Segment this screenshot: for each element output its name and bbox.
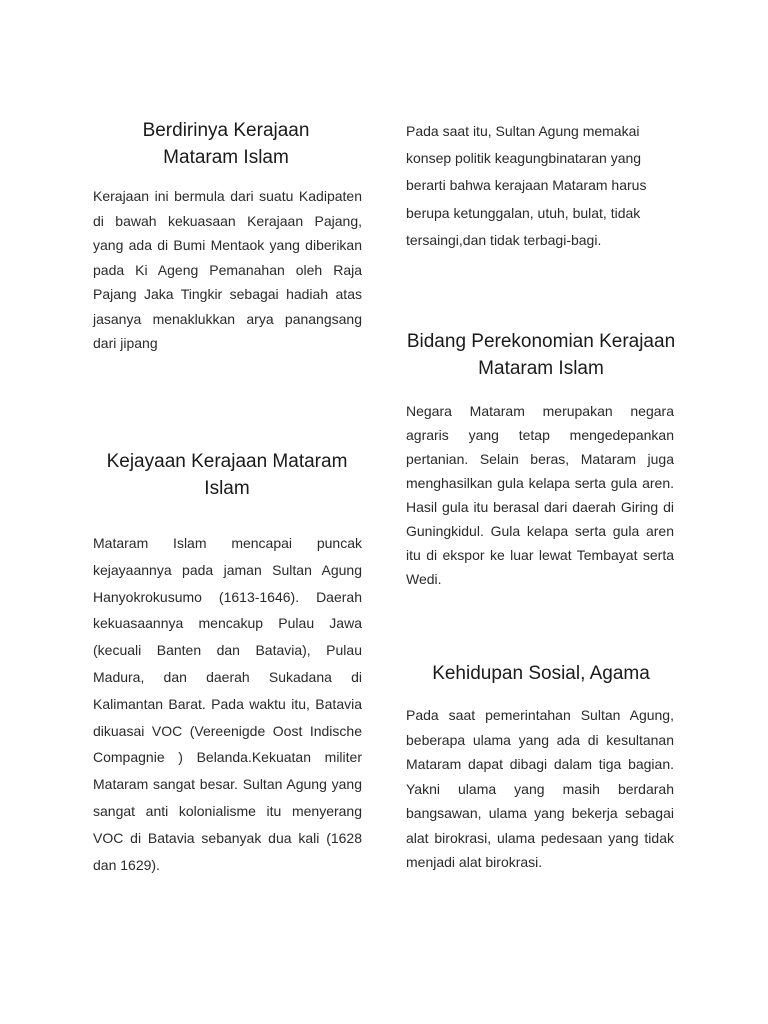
heading-kejayaan: Kejayaan Kerajaan Mataram Islam xyxy=(106,451,348,499)
heading-perekonomian: Bidang Perekonomian Kerajaan Mataram Islam xyxy=(406,331,676,379)
paragraph-perekonomian: Negara Mataram merupakan negara agraris yang tetap mengedepankan pertanian. Selain beras, Mataram juga menghasilkan gula kelapa serta gula aren. Hasil gula itu berasal dari daerah Giring di Guningkidul. Gula kelapa serta gula aren itu di ekspor ke luar lewat Tembayat serta Wedi. xyxy=(406,403,674,587)
heading-sosial-agama: Kehidupan Sosial, Agama xyxy=(432,663,650,684)
paragraph-kejayaan: Mataram Islam mencapai puncak kejayaannya pada jaman Sultan Agung Hanyokrokusumo (1613-1646). Daerah kekuasaannya mencakup Pulau Jawa (kecuali Banten dan Batavia), Pulau Madura, dan daerah Sukadana di Kalimantan Barat. Pada waktu itu, Batavia dikuasai VOC (Vereenigde Oost Indische Compagnie ) Belanda.Kekuatan militer Mataram sangat besar. Sultan Agung yang sangat anti kolonialisme itu menyerang VOC di Batavia sebanyak dua kali (1628 dan 1629). xyxy=(93,535,362,873)
paragraph-sosial-agama: Pada saat pemerintahan Sultan Agung, beberapa ulama yang ada di kesultanan Mataram dapat dibagi dalam tiga bagian. Yakni ulama yang masih berdarah bangsawan, ulama yang bekerja sebagai alat birokrasi, ulama pedesaan yang tidak menjadi alat birokrasi. xyxy=(406,707,674,870)
heading-berdirinya: Berdirinya Kerajaan Mataram Islam xyxy=(142,120,310,168)
paragraph-politik: Pada saat itu, Sultan Agung memakai konsep politik keagungbinataran yang berarti bahwa kerajaan Mataram harus berupa ketunggalan, utuh, bulat, tidak tersaingi,dan tidak terbagi-bagi. xyxy=(406,123,647,248)
paragraph-berdirinya: Kerajaan ini bermula dari suatu Kadipaten di bawah kekuasaan Kerajaan Pajang, yang ada di Bumi Mentaok yang diberikan pada Ki Ageng Pemanahan oleh Raja Pajang Jaka Tingkir sebagai hadiah atas jasanya menaklukkan arya panangsang dari jipang xyxy=(93,188,362,351)
